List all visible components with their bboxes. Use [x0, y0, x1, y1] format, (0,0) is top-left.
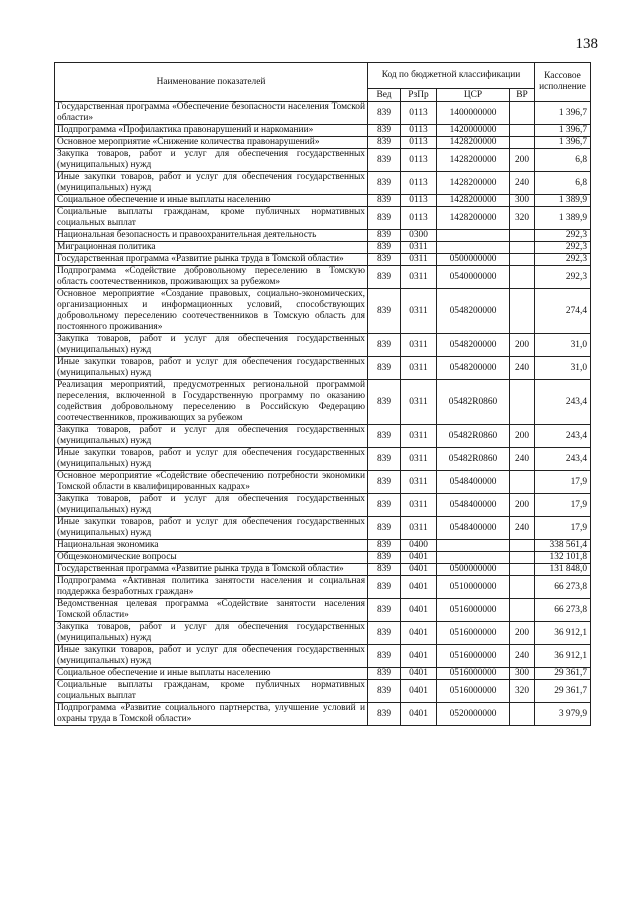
- table-row: [55, 125, 591, 137]
- row-rzpr: 0113: [401, 137, 437, 149]
- row-amount: 1 389,9: [535, 207, 591, 230]
- row-name: Закупка товаров, работ и услуг для обеспечения государственных (муниципальных) нужд: [55, 425, 368, 448]
- row-csr: 0548200000: [437, 334, 510, 357]
- row-name: Государственная программа «Развитие рынка труда в Томской области»: [55, 254, 368, 266]
- row-ved: 839: [368, 172, 401, 195]
- row-amount: 131 848,0: [535, 564, 591, 576]
- table-row: [55, 172, 591, 195]
- row-ved: 839: [368, 137, 401, 149]
- row-csr: 0548200000: [437, 357, 510, 380]
- row-csr: 1400000000: [437, 102, 510, 125]
- row-rzpr: 0401: [401, 668, 437, 680]
- row-vr: [510, 599, 535, 622]
- row-rzpr: 0401: [401, 703, 437, 726]
- table-row: [55, 425, 591, 448]
- row-rzpr: 0311: [401, 380, 437, 425]
- table-row: [55, 289, 591, 334]
- row-csr: 0516000000: [437, 645, 510, 668]
- row-vr: 240: [510, 357, 535, 380]
- row-rzpr: 0401: [401, 552, 437, 564]
- row-vr: [510, 242, 535, 254]
- row-csr: 0548400000: [437, 517, 510, 540]
- row-rzpr: 0113: [401, 102, 437, 125]
- row-ved: 839: [368, 448, 401, 471]
- row-rzpr: 0311: [401, 425, 437, 448]
- table-row: [55, 334, 591, 357]
- row-name: Подпрограмма «Активная политика занятости населения и социальная поддержка безработных граждан»: [55, 576, 368, 599]
- row-amount: 17,9: [535, 494, 591, 517]
- table-row: [55, 576, 591, 599]
- row-name: Общеэкономические вопросы: [55, 552, 368, 564]
- row-vr: 200: [510, 149, 535, 172]
- row-name: Основное мероприятие «Содействие обеспечению потребности экономики Томской области в квалифицированных кадрах»: [55, 471, 368, 494]
- row-csr: 0516000000: [437, 599, 510, 622]
- row-rzpr: 0300: [401, 230, 437, 242]
- table-row: [55, 254, 591, 266]
- row-name: Национальная экономика: [55, 540, 368, 552]
- row-amount: 292,3: [535, 242, 591, 254]
- row-vr: [510, 125, 535, 137]
- row-amount: 36 912,1: [535, 622, 591, 645]
- row-rzpr: 0311: [401, 266, 437, 289]
- table-row: [55, 266, 591, 289]
- row-csr: 1428200000: [437, 149, 510, 172]
- row-amount: 29 361,7: [535, 680, 591, 703]
- row-ved: 839: [368, 645, 401, 668]
- row-ved: 839: [368, 703, 401, 726]
- row-rzpr: 0113: [401, 125, 437, 137]
- row-amount: 132 101,8: [535, 552, 591, 564]
- row-name: Миграционная политика: [55, 242, 368, 254]
- row-amount: 66 273,8: [535, 599, 591, 622]
- row-name: Иные закупки товаров, работ и услуг для обеспечения государственных (муниципальных) нужд: [55, 645, 368, 668]
- row-name: Государственная программа «Развитие рынка труда в Томской области»: [55, 564, 368, 576]
- row-name: Иные закупки товаров, работ и услуг для обеспечения государственных (муниципальных) нужд: [55, 517, 368, 540]
- row-ved: 839: [368, 540, 401, 552]
- row-vr: 200: [510, 425, 535, 448]
- row-rzpr: 0401: [401, 564, 437, 576]
- row-csr: 0548400000: [437, 494, 510, 517]
- table-row: [55, 680, 591, 703]
- row-amount: 29 361,7: [535, 668, 591, 680]
- row-vr: 200: [510, 622, 535, 645]
- row-name: Социальные выплаты гражданам, кроме публичных нормативных социальных выплат: [55, 207, 368, 230]
- row-csr: 0516000000: [437, 622, 510, 645]
- row-ved: 839: [368, 207, 401, 230]
- table-row: [55, 137, 591, 149]
- header-csr: ЦСР: [437, 89, 510, 102]
- row-name: Национальная безопасность и правоохранительная деятельность: [55, 230, 368, 242]
- row-csr: 1428200000: [437, 172, 510, 195]
- row-amount: 1 396,7: [535, 102, 591, 125]
- row-vr: [510, 564, 535, 576]
- row-name: Иные закупки товаров, работ и услуг для обеспечения государственных (муниципальных) нужд: [55, 448, 368, 471]
- row-rzpr: 0113: [401, 149, 437, 172]
- row-csr: 0516000000: [437, 668, 510, 680]
- row-amount: 1 396,7: [535, 137, 591, 149]
- row-csr: 0520000000: [437, 703, 510, 726]
- row-vr: [510, 380, 535, 425]
- row-ved: 839: [368, 576, 401, 599]
- table-row: [55, 471, 591, 494]
- row-vr: 320: [510, 680, 535, 703]
- row-csr: [437, 230, 510, 242]
- row-amount: 243,4: [535, 448, 591, 471]
- row-name: Закупка товаров, работ и услуг для обеспечения государственных (муниципальных) нужд: [55, 149, 368, 172]
- row-rzpr: 0311: [401, 517, 437, 540]
- row-ved: 839: [368, 564, 401, 576]
- table-row: [55, 622, 591, 645]
- row-vr: 240: [510, 517, 535, 540]
- row-name: Ведомственная целевая программа «Содействие занятости населения Томской области»: [55, 599, 368, 622]
- row-csr: 1428200000: [437, 195, 510, 207]
- row-rzpr: 0400: [401, 540, 437, 552]
- row-name: Основное мероприятие «Создание правовых, социально-экономических, организационных и информационных условий, способствующих добровольному переселению соотечественников в Томскую область для постоянного проживания»: [55, 289, 368, 334]
- row-amount: 274,4: [535, 289, 591, 334]
- row-csr: [437, 552, 510, 564]
- table-row: [55, 552, 591, 564]
- table-row: [55, 703, 591, 726]
- row-rzpr: 0311: [401, 289, 437, 334]
- header-name: Наименование показателей: [55, 63, 368, 102]
- page-number: 138: [575, 36, 598, 52]
- row-vr: [510, 540, 535, 552]
- row-vr: [510, 254, 535, 266]
- row-csr: 05482R0860: [437, 448, 510, 471]
- row-rzpr: 0311: [401, 254, 437, 266]
- row-vr: [510, 552, 535, 564]
- row-vr: 240: [510, 172, 535, 195]
- row-csr: 0510000000: [437, 576, 510, 599]
- row-rzpr: 0311: [401, 242, 437, 254]
- row-name: Основное мероприятие «Снижение количества правонарушений»: [55, 137, 368, 149]
- row-amount: 243,4: [535, 380, 591, 425]
- row-ved: 839: [368, 230, 401, 242]
- row-amount: 1 389,9: [535, 195, 591, 207]
- row-ved: 839: [368, 266, 401, 289]
- header-amount: Кассовое исполнение: [535, 63, 591, 102]
- row-amount: 243,4: [535, 425, 591, 448]
- row-name: Подпрограмма «Развитие социального партнерства, улучшение условий и охраны труда в Томской области»: [55, 703, 368, 726]
- row-rzpr: 0311: [401, 471, 437, 494]
- row-csr: [437, 540, 510, 552]
- row-ved: 839: [368, 622, 401, 645]
- row-rzpr: 0311: [401, 494, 437, 517]
- row-ved: 839: [368, 102, 401, 125]
- row-ved: 839: [368, 357, 401, 380]
- header-vr: ВР: [510, 89, 535, 102]
- row-ved: 839: [368, 599, 401, 622]
- row-vr: [510, 137, 535, 149]
- row-ved: 839: [368, 552, 401, 564]
- row-name: Реализация мероприятий, предусмотренных региональной программой переселения, включенной в Государственную программу по оказанию содействия добровольному переселению в Российскую Федерацию соотечественников, проживающих за рубежом: [55, 380, 368, 425]
- row-csr: 0540000000: [437, 266, 510, 289]
- table-row: [55, 599, 591, 622]
- table-row: [55, 540, 591, 552]
- row-csr: 0500000000: [437, 564, 510, 576]
- row-amount: 1 396,7: [535, 125, 591, 137]
- row-csr: 05482R0860: [437, 425, 510, 448]
- row-ved: 839: [368, 471, 401, 494]
- row-vr: [510, 230, 535, 242]
- row-name: Социальное обеспечение и иные выплаты населению: [55, 195, 368, 207]
- row-vr: [510, 102, 535, 125]
- row-ved: 839: [368, 289, 401, 334]
- row-vr: [510, 703, 535, 726]
- row-vr: [510, 289, 535, 334]
- row-amount: 31,0: [535, 334, 591, 357]
- table-row: [55, 242, 591, 254]
- row-name: Закупка товаров, работ и услуг для обеспечения государственных (муниципальных) нужд: [55, 622, 368, 645]
- table-row: [55, 357, 591, 380]
- row-amount: 17,9: [535, 471, 591, 494]
- row-vr: 300: [510, 668, 535, 680]
- row-amount: 292,3: [535, 266, 591, 289]
- row-name: Государственная программа «Обеспечение безопасности населения Томской области»: [55, 102, 368, 125]
- row-ved: 839: [368, 242, 401, 254]
- row-rzpr: 0311: [401, 334, 437, 357]
- table-row: [55, 517, 591, 540]
- row-rzpr: 0311: [401, 448, 437, 471]
- row-vr: [510, 471, 535, 494]
- row-rzpr: 0401: [401, 599, 437, 622]
- row-ved: 839: [368, 195, 401, 207]
- row-ved: 839: [368, 125, 401, 137]
- row-name: Социальное обеспечение и иные выплаты населению: [55, 668, 368, 680]
- table-row: [55, 207, 591, 230]
- row-csr: 1428200000: [437, 137, 510, 149]
- row-name: Иные закупки товаров, работ и услуг для обеспечения государственных (муниципальных) нужд: [55, 172, 368, 195]
- row-amount: 292,3: [535, 230, 591, 242]
- table-row: [55, 230, 591, 242]
- row-amount: 3 979,9: [535, 703, 591, 726]
- row-amount: 6,8: [535, 172, 591, 195]
- row-ved: 839: [368, 680, 401, 703]
- row-name: Подпрограмма «Профилактика правонарушений и наркомании»: [55, 125, 368, 137]
- row-amount: 36 912,1: [535, 645, 591, 668]
- table-row: [55, 195, 591, 207]
- row-rzpr: 0401: [401, 622, 437, 645]
- row-vr: [510, 266, 535, 289]
- row-amount: 31,0: [535, 357, 591, 380]
- row-vr: 240: [510, 645, 535, 668]
- header-ved: Вед: [368, 89, 401, 102]
- row-name: Подпрограмма «Содействие добровольному переселению в Томскую область соотечественников, проживающих за рубежом»: [55, 266, 368, 289]
- row-rzpr: 0401: [401, 645, 437, 668]
- table-row: [55, 494, 591, 517]
- table-body: [55, 102, 591, 726]
- row-ved: 839: [368, 517, 401, 540]
- row-name: Иные закупки товаров, работ и услуг для обеспечения государственных (муниципальных) нужд: [55, 357, 368, 380]
- row-csr: 0500000000: [437, 254, 510, 266]
- row-ved: 839: [368, 380, 401, 425]
- row-csr: 1420000000: [437, 125, 510, 137]
- row-amount: 17,9: [535, 517, 591, 540]
- row-rzpr: 0113: [401, 172, 437, 195]
- row-ved: 839: [368, 494, 401, 517]
- row-ved: 839: [368, 425, 401, 448]
- row-amount: 292,3: [535, 254, 591, 266]
- row-amount: 6,8: [535, 149, 591, 172]
- table-row: [55, 380, 591, 425]
- row-csr: 0516000000: [437, 680, 510, 703]
- row-csr: 1428200000: [437, 207, 510, 230]
- row-ved: 839: [368, 149, 401, 172]
- row-ved: 839: [368, 334, 401, 357]
- row-vr: 200: [510, 334, 535, 357]
- row-rzpr: 0401: [401, 680, 437, 703]
- row-name: Закупка товаров, работ и услуг для обеспечения государственных (муниципальных) нужд: [55, 334, 368, 357]
- table-row: [55, 668, 591, 680]
- row-vr: 240: [510, 448, 535, 471]
- row-name: Закупка товаров, работ и услуг для обеспечения государственных (муниципальных) нужд: [55, 494, 368, 517]
- table-row: [55, 448, 591, 471]
- row-rzpr: 0311: [401, 357, 437, 380]
- row-name: Социальные выплаты гражданам, кроме публичных нормативных социальных выплат: [55, 680, 368, 703]
- row-csr: 05482R0860: [437, 380, 510, 425]
- row-vr: 200: [510, 494, 535, 517]
- budget-table: [54, 62, 591, 726]
- row-ved: 839: [368, 254, 401, 266]
- table-row: [55, 564, 591, 576]
- row-rzpr: 0113: [401, 207, 437, 230]
- row-vr: [510, 576, 535, 599]
- row-amount: 338 561,4: [535, 540, 591, 552]
- table-row: [55, 645, 591, 668]
- row-vr: 320: [510, 207, 535, 230]
- header-code-group: Код по бюджетной классификации: [368, 63, 535, 89]
- row-csr: 0548400000: [437, 471, 510, 494]
- row-amount: 66 273,8: [535, 576, 591, 599]
- row-vr: 300: [510, 195, 535, 207]
- table-row: [55, 149, 591, 172]
- table-row: [55, 102, 591, 125]
- row-rzpr: 0401: [401, 576, 437, 599]
- row-ved: 839: [368, 668, 401, 680]
- row-csr: [437, 242, 510, 254]
- row-rzpr: 0113: [401, 195, 437, 207]
- header-rzpr: РзПр: [401, 89, 437, 102]
- row-csr: 0548200000: [437, 289, 510, 334]
